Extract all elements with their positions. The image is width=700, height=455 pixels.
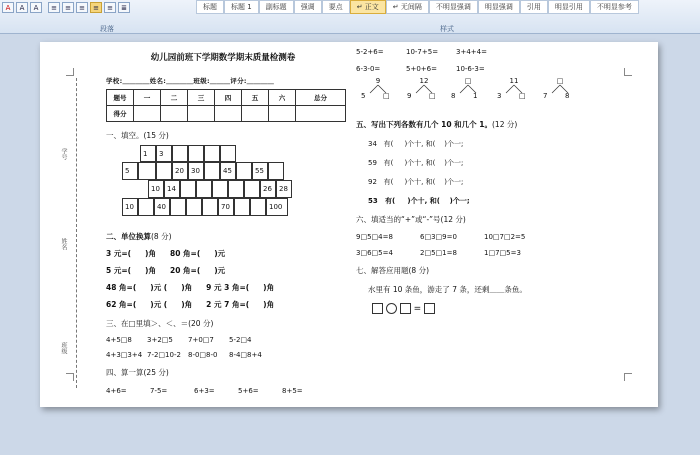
grid-cell: 28 (276, 180, 292, 198)
sign-item: 9□5□4=8 (356, 233, 393, 241)
style-intense-quote[interactable]: 明显引用 (548, 0, 590, 14)
unit-row (106, 265, 346, 276)
bond-left: 7 (543, 92, 548, 100)
grid-cell: 5 (122, 162, 138, 180)
grid-cell (172, 145, 188, 162)
char-shading-button[interactable]: A (16, 2, 28, 13)
style-heading[interactable]: 标题 (196, 0, 224, 14)
grid-cell (236, 162, 252, 180)
calc-row (356, 48, 646, 56)
bond-right: □ (383, 92, 390, 100)
margin-corner-mark (66, 373, 74, 381)
compare-item: 8-0□8-0 (188, 351, 218, 359)
answer-box[interactable] (424, 303, 435, 314)
calc-item: 7-5= (150, 387, 168, 395)
margin-corner-mark (624, 373, 632, 381)
right-column (356, 42, 646, 314)
table-cell (215, 106, 242, 122)
page-title: 幼儿园前班下学期数学期末质量检测卷 (150, 53, 296, 63)
unit-item: 20 角=( (169, 266, 201, 275)
grid-cell (180, 180, 196, 198)
unit-item: 80 角=( (169, 249, 201, 258)
style-emphasis[interactable]: 强调 (294, 0, 322, 14)
align-right-button[interactable]: ≡ (76, 2, 88, 13)
unit-item: )角 (181, 283, 193, 292)
unit-item: 62 角=( (106, 300, 137, 309)
calc-item: 6+3= (194, 387, 215, 395)
justify-button[interactable]: ≡ (90, 2, 102, 13)
count-row: 92 有( )个十, 和( )个一; (368, 178, 464, 186)
compare-item: 3+2□5 (147, 336, 173, 344)
unit-item: )元 ( (150, 300, 168, 309)
section-points: (15 分) (143, 131, 169, 140)
unit-item: )角 (181, 300, 193, 309)
table-row (107, 106, 346, 122)
bond-right: □ (519, 92, 526, 100)
calc-item: 5+0+6= (406, 65, 437, 73)
unit-item: )角 (263, 300, 275, 309)
grid-cell (202, 198, 218, 216)
equals-sign: = (413, 304, 422, 314)
table-cell: 总分 (296, 90, 346, 106)
distribute-button[interactable]: ≡ (104, 2, 116, 13)
table-cell: 四 (215, 90, 242, 106)
calc-item: 10-7+5= (406, 48, 439, 56)
unit-item: )元 ( (150, 283, 168, 292)
sign-row (356, 249, 646, 257)
style-subtle-reference[interactable]: 不明显参考 (590, 0, 639, 14)
operator-circle[interactable] (386, 303, 397, 314)
section-5-heading (356, 119, 646, 130)
group-label-styles: 样式 (440, 25, 454, 33)
section-3-heading: 三、在□里填＞、＜、＝(20 分) (106, 319, 214, 328)
table-cell (188, 106, 215, 122)
grid-cell: 100 (266, 198, 288, 216)
bond-left: 9 (407, 92, 412, 100)
align-left-button[interactable]: ≡ (48, 2, 60, 13)
paragraph-toolbar (48, 2, 130, 13)
style-intense-emphasis[interactable]: 明显强调 (478, 0, 520, 14)
font-toolbar (2, 2, 42, 13)
unit-item: )角 (145, 266, 156, 275)
grid-cell: 3 (156, 145, 172, 162)
number-bonds-row (356, 77, 646, 111)
number-grid (122, 145, 342, 223)
document-page[interactable] (40, 42, 658, 407)
unit-item: 5 元=( (106, 266, 132, 275)
bond-left: 3 (497, 92, 502, 100)
side-label-student-no: 学号 (60, 148, 67, 160)
bond-top: □ (464, 77, 472, 85)
grid-cell: 45 (220, 162, 236, 180)
compare-item: 4+3□3+4 (106, 351, 143, 359)
compare-item: 8-4□8+4 (229, 351, 262, 359)
style-quote[interactable]: 引用 (520, 0, 548, 14)
unit-item: )角 (263, 283, 275, 292)
grid-cell (268, 162, 284, 180)
section-6-heading: 六、填适当的“+”或“-”号(12 分) (356, 215, 466, 224)
grid-cell: 55 (252, 162, 268, 180)
sign-item: 6□3□9=0 (420, 233, 457, 241)
count-row: 34 有( )个十, 和( )个一; (368, 140, 464, 148)
grid-cell (212, 180, 228, 198)
sign-row (356, 233, 646, 241)
grid-cell (234, 198, 250, 216)
grid-cell (138, 198, 154, 216)
unit-item: 9 元 3 角=( (206, 283, 250, 292)
calc-row (106, 387, 346, 395)
table-cell: 题号 (107, 90, 134, 106)
compare-item: 7+0□7 (188, 336, 214, 344)
bond-right: 1 (473, 92, 478, 100)
line-spacing-button[interactable]: ≣ (118, 2, 130, 13)
unit-item: 48 角=( (106, 283, 137, 292)
style-heading-1[interactable]: 标题 1 (224, 0, 259, 14)
grid-cell: 20 (172, 162, 188, 180)
compare-item: 5-2□4 (229, 336, 252, 344)
sign-item: 2□5□1=8 (420, 249, 457, 257)
grid-cell: 30 (188, 162, 204, 180)
table-cell: 六 (269, 90, 296, 106)
grid-cell (244, 180, 260, 198)
bond-top: 9 (375, 77, 381, 85)
table-cell: 一 (134, 90, 161, 106)
char-border-button[interactable]: A (30, 2, 42, 13)
grid-cell (186, 198, 202, 216)
answer-box[interactable] (400, 303, 411, 314)
grid-cell: 26 (260, 180, 276, 198)
grid-cell (220, 145, 236, 162)
sign-item: 3□6□5=4 (356, 249, 393, 257)
section-points: (8 分) (151, 232, 172, 241)
table-cell: 二 (161, 90, 188, 106)
style-no-spacing[interactable]: ↵ 无间隔 (386, 0, 429, 14)
bond-top: 11 (509, 77, 519, 85)
grid-cell (228, 180, 244, 198)
styles-gallery (196, 0, 639, 14)
section-4-heading: 四、算一算(25 分) (106, 368, 169, 377)
compare-row (106, 336, 346, 344)
compare-item: 4+5□8 (106, 336, 132, 344)
compare-item: 7-2□10-2 (147, 351, 181, 359)
table-cell: 得分 (107, 106, 134, 122)
count-row: 59 有( )个十, 和( )个一; (368, 159, 464, 167)
grid-cell (170, 198, 186, 216)
grid-cell (196, 180, 212, 198)
grid-cell (188, 145, 204, 162)
grid-cell: 14 (164, 180, 180, 198)
style-subtitle[interactable]: 副标题 (259, 0, 294, 14)
student-info-line: 学校:＿＿＿＿姓名:＿＿＿＿班级:＿＿＿评分:＿＿＿＿ (106, 77, 274, 85)
table-cell (296, 106, 346, 122)
unit-row (106, 248, 346, 259)
table-row (107, 90, 346, 106)
section-title: 一、填空。 (106, 131, 144, 140)
left-column (106, 48, 346, 395)
table-cell (242, 106, 269, 122)
calc-item: 5+6= (238, 387, 259, 395)
unit-item: )元 (214, 249, 226, 258)
calc-item: 5-2+6= (356, 48, 384, 56)
answer-box[interactable] (372, 303, 383, 314)
grid-cell: 40 (154, 198, 170, 216)
word-problem-text: 水里有 10 条鱼，游走了 7 条，还剩＿＿条鱼。 (368, 285, 527, 294)
margin-corner-mark (66, 68, 74, 76)
answer-equation (372, 303, 646, 314)
side-label-class: 班级 (60, 342, 67, 354)
score-table (106, 89, 346, 122)
table-cell: 五 (242, 90, 269, 106)
grid-cell: 70 (218, 198, 234, 216)
ribbon (0, 0, 700, 34)
count-row: 53 有( )个十, 和( )个一; (368, 197, 470, 205)
grid-cell (138, 162, 156, 180)
bond-top: 12 (419, 77, 429, 85)
section-1-heading (106, 130, 346, 141)
unit-item: 3 元=( (106, 249, 132, 258)
unit-row (106, 299, 346, 310)
compare-row (106, 351, 346, 359)
section-points: (12 分) (492, 120, 518, 129)
bond-right: □ (429, 92, 436, 100)
calc-item: 4+6= (106, 387, 127, 395)
grid-cell: 10 (148, 180, 164, 198)
section-2-heading (106, 231, 346, 242)
unit-item: )角 (145, 249, 156, 258)
grid-cell (204, 162, 220, 180)
sign-item: 10□7□2=5 (484, 233, 526, 241)
section-title: 二、单位换算 (106, 232, 151, 241)
calc-item: 10-6-3= (456, 65, 485, 73)
font-color-button[interactable]: A (2, 2, 14, 13)
calc-item: 6-3-0= (356, 65, 381, 73)
align-center-button[interactable]: ≡ (62, 2, 74, 13)
bond-top: □ (556, 77, 564, 85)
unit-item: )元 (214, 266, 226, 275)
style-key-point[interactable]: 要点 (322, 0, 350, 14)
calc-item: 3+4+4= (456, 48, 487, 56)
bond-right: 8 (565, 92, 570, 100)
group-label-paragraph: 段落 (100, 25, 114, 33)
grid-cell: 10 (122, 198, 138, 216)
bond-left: 8 (451, 92, 456, 100)
bond-left: 5 (361, 92, 366, 100)
section-title: 五、写出下列各数有几个 10 和几个 1。 (356, 120, 492, 129)
section-7-heading: 七、解答应用题(8 分) (356, 266, 430, 275)
grid-cell (204, 145, 220, 162)
grid-cell (156, 162, 172, 180)
style-normal[interactable]: ↵ 正文 (350, 0, 386, 14)
unit-row (106, 282, 346, 293)
grid-cell (250, 198, 266, 216)
table-cell: 三 (188, 90, 215, 106)
calc-item: 8+5= (282, 387, 303, 395)
table-cell (269, 106, 296, 122)
unit-item: 2 元 7 角=( (206, 300, 250, 309)
calc-row (356, 65, 646, 73)
table-cell (134, 106, 161, 122)
table-cell (161, 106, 188, 122)
sign-item: 1□7□5=3 (484, 249, 521, 257)
binding-line (76, 78, 77, 388)
side-label-name: 姓名 (60, 238, 67, 250)
grid-cell: 1 (140, 145, 156, 162)
style-subtle-emphasis[interactable]: 不明显强调 (429, 0, 478, 14)
